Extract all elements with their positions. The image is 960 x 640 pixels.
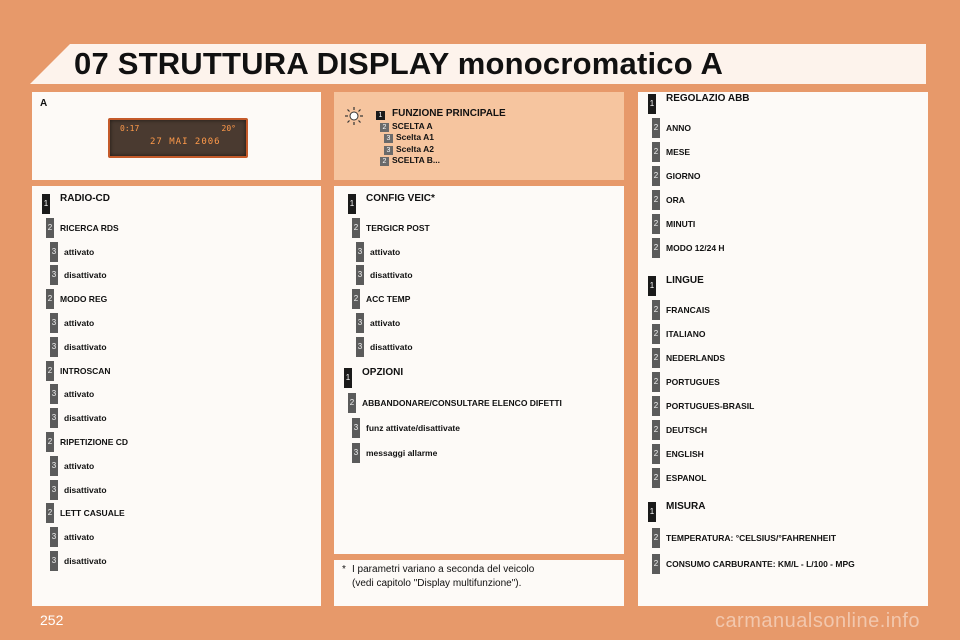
level-badge: 3 <box>356 242 364 262</box>
menu-label: messaggi allarme <box>366 448 438 458</box>
lcd-time: 0:17 <box>120 124 140 133</box>
menu-row <box>638 94 918 114</box>
menu-label: MINUTI <box>666 219 696 229</box>
menu-label: disattivato <box>370 270 413 281</box>
panel-note <box>334 560 624 606</box>
menu-row <box>32 265 312 285</box>
menu-label: CONSUMO CARBURANTE: KM/L - L/100 - MPG <box>666 559 855 569</box>
menu-label: REGOLAZIO ABB <box>666 93 750 104</box>
level-badge: 2 <box>652 396 660 416</box>
level-badge: 2 <box>652 190 660 210</box>
menu-row <box>638 238 918 258</box>
menu-row <box>334 194 614 214</box>
level-badge: 3 <box>50 551 58 571</box>
note-line-1: I parametri variano a seconda del veicolo <box>352 564 535 575</box>
menu-row <box>334 289 614 309</box>
menu-row <box>334 418 614 438</box>
watermark: carmanualsonline.info <box>714 610 920 632</box>
menu-row <box>32 527 312 547</box>
page-title: 07 STRUTTURA DISPLAY monocromatico A <box>74 46 724 81</box>
menu-label: disattivato <box>64 484 107 495</box>
panel-display-a <box>32 92 321 180</box>
level-badge: 2 <box>652 554 660 574</box>
menu-label: LETT CASUALE <box>60 508 125 519</box>
menu-label: RADIO-CD <box>60 193 110 204</box>
menu-label: attivato <box>64 318 95 328</box>
level-badge: 2 <box>652 468 660 488</box>
menu-label: ACC TEMP <box>366 294 411 305</box>
menu-label: MESE <box>666 147 691 157</box>
menu-row <box>638 528 918 548</box>
menu-label: attivato <box>64 246 95 257</box>
menu-row <box>32 503 312 523</box>
level-badge: 3 <box>50 242 58 262</box>
level-badge: 2 <box>380 123 389 132</box>
legend-row <box>334 156 614 167</box>
menu-label: MISURA <box>666 501 706 512</box>
level-badge: 3 <box>384 134 393 143</box>
menu-label: TEMPERATURA: °CELSIUS/°FAHRENHEIT <box>666 533 837 543</box>
lcd-temperature: 20° <box>221 124 236 133</box>
panel-radio-cd <box>32 186 321 606</box>
level-badge: 1 <box>648 276 656 296</box>
level-badge: 1 <box>648 94 656 114</box>
menu-row <box>32 456 312 476</box>
menu-label: RICERCA RDS <box>60 222 119 233</box>
menu-row <box>638 300 918 320</box>
note-line-2: (vedi capitolo "Display multifunzione"). <box>352 578 522 589</box>
level-badge: 2 <box>652 324 660 344</box>
legend-label: Scelta A2 <box>396 143 434 154</box>
level-badge: 1 <box>376 111 385 120</box>
menu-row <box>334 443 614 463</box>
level-badge: 3 <box>50 313 58 333</box>
lcd-date: 27 MAI 2006 <box>150 137 221 147</box>
level-badge: 1 <box>42 194 50 214</box>
level-badge: 2 <box>46 289 54 309</box>
menu-row <box>638 444 918 464</box>
level-badge: 3 <box>352 443 360 463</box>
level-badge: 2 <box>652 142 660 162</box>
level-badge: 2 <box>652 348 660 368</box>
menu-row <box>638 554 918 574</box>
level-badge: 3 <box>356 313 364 333</box>
level-badge: 2 <box>352 289 360 309</box>
menu-label: attivato <box>64 532 95 543</box>
menu-label: ESPANOL <box>666 473 707 483</box>
menu-row <box>334 337 614 357</box>
menu-row <box>334 313 614 333</box>
menu-label: PORTUGUES <box>666 377 720 387</box>
menu-label: ORA <box>666 195 685 205</box>
panel-config-veic <box>334 186 624 554</box>
panel-regolazio <box>638 92 928 606</box>
menu-row <box>638 324 918 344</box>
level-badge: 2 <box>652 444 660 464</box>
menu-row <box>32 218 312 238</box>
menu-label: PORTUGUES-BRASIL <box>666 401 755 411</box>
level-badge: 3 <box>352 418 360 438</box>
legend-row <box>334 145 614 156</box>
menu-label: MODO 12/24 H <box>666 243 725 253</box>
page-number: 252 <box>40 612 64 628</box>
level-badge: 3 <box>356 337 364 357</box>
level-badge: 2 <box>46 503 54 523</box>
menu-row <box>638 166 918 186</box>
level-badge: 1 <box>648 502 656 522</box>
legend-row <box>334 110 614 121</box>
menu-label: FRANCAIS <box>666 305 710 315</box>
menu-row <box>32 289 312 309</box>
note-asterisk: * <box>342 564 346 575</box>
level-badge: 3 <box>50 337 58 357</box>
menu-label: ITALIANO <box>666 329 706 339</box>
legend-label: Scelta A1 <box>396 132 434 142</box>
level-badge: 1 <box>348 194 356 214</box>
level-badge: 3 <box>50 384 58 404</box>
menu-label: attivato <box>64 389 95 400</box>
level-badge: 2 <box>652 166 660 186</box>
level-badge: 3 <box>50 527 58 547</box>
menu-row <box>334 242 614 262</box>
level-badge: 2 <box>652 214 660 234</box>
menu-label: attivato <box>370 318 401 328</box>
menu-label: LINGUE <box>666 275 704 286</box>
legend-row <box>334 133 614 144</box>
legend-row <box>334 122 614 133</box>
menu-label: MODO REG <box>60 294 108 305</box>
menu-row <box>638 468 918 488</box>
level-badge: 2 <box>652 238 660 258</box>
menu-label: attivato <box>64 460 95 471</box>
menu-row <box>334 368 614 388</box>
lcd-display <box>108 118 248 158</box>
menu-row <box>32 384 312 404</box>
menu-row <box>32 337 312 357</box>
level-badge: 2 <box>380 157 389 166</box>
menu-row <box>32 480 312 500</box>
menu-row <box>32 194 312 214</box>
level-badge: 3 <box>50 265 58 285</box>
legend-label: SCELTA A <box>392 120 433 131</box>
menu-row <box>32 313 312 333</box>
menu-label: ENGLISH <box>666 449 704 459</box>
menu-row <box>638 396 918 416</box>
menu-label: disattivato <box>64 556 107 566</box>
level-badge: 3 <box>356 265 364 285</box>
level-badge: 2 <box>46 361 54 381</box>
menu-label: disattivato <box>64 270 107 281</box>
menu-label: disattivato <box>370 341 413 352</box>
menu-label: ANNO <box>666 123 692 133</box>
menu-row <box>32 408 312 428</box>
menu-label: OPZIONI <box>362 367 404 378</box>
level-badge: 2 <box>652 420 660 440</box>
menu-label: TERGICR POST <box>366 222 430 233</box>
menu-label: attivato <box>370 246 401 257</box>
legend-label: SCELTA B... <box>392 155 441 165</box>
level-badge: 2 <box>652 372 660 392</box>
menu-label: disattivato <box>64 413 107 424</box>
level-badge: 2 <box>652 528 660 548</box>
level-badge: 2 <box>352 218 360 238</box>
menu-row <box>638 372 918 392</box>
menu-label: disattivato <box>64 341 107 352</box>
level-badge: 2 <box>46 218 54 238</box>
menu-label: GIORNO <box>666 171 701 181</box>
level-badge: 3 <box>50 480 58 500</box>
menu-row <box>638 142 918 162</box>
menu-row <box>334 393 614 413</box>
level-badge: 2 <box>348 393 356 413</box>
menu-row <box>334 218 614 238</box>
menu-row <box>32 432 312 452</box>
menu-row <box>638 420 918 440</box>
menu-row <box>638 348 918 368</box>
level-badge: 2 <box>46 432 54 452</box>
menu-row <box>638 190 918 210</box>
menu-row <box>32 551 312 571</box>
menu-row <box>334 265 614 285</box>
menu-label: CONFIG VEIC* <box>366 193 435 204</box>
legend-label: FUNZIONE PRINCIPALE <box>392 108 506 119</box>
level-badge: 2 <box>652 118 660 138</box>
level-badge: 3 <box>50 456 58 476</box>
panel-a-label: A <box>40 98 48 109</box>
menu-row <box>638 502 918 522</box>
level-badge: 3 <box>50 408 58 428</box>
level-badge: 1 <box>344 368 352 388</box>
menu-row <box>32 361 312 381</box>
menu-label: NEDERLANDS <box>666 353 726 363</box>
menu-label: funz attivate/disattivate <box>366 423 460 433</box>
menu-label: ABBANDONARE/CONSULTARE ELENCO DIFETTI <box>362 398 562 408</box>
menu-row <box>32 242 312 262</box>
menu-row <box>638 118 918 138</box>
panel-legend <box>334 92 624 180</box>
menu-label: DEUTSCH <box>666 425 708 435</box>
level-badge: 2 <box>652 300 660 320</box>
menu-label: INTROSCAN <box>60 365 111 376</box>
menu-row <box>638 276 918 296</box>
menu-row <box>638 214 918 234</box>
level-badge: 3 <box>384 146 393 155</box>
menu-label: RIPETIZIONE CD <box>60 437 129 447</box>
